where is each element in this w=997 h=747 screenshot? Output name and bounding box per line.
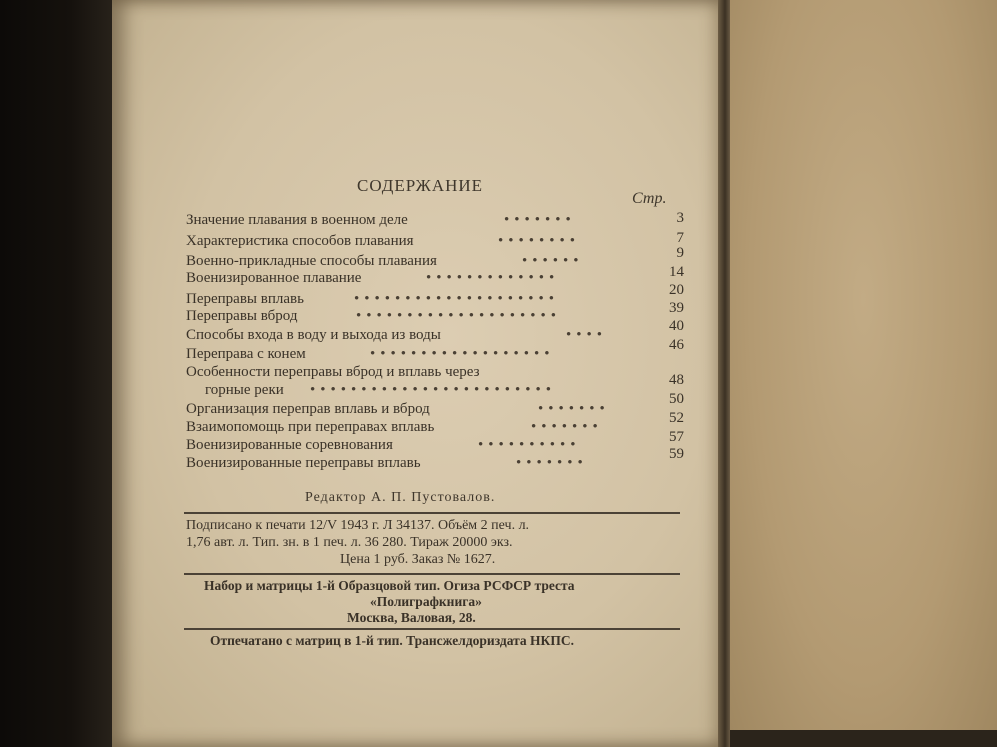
toc-entry-page: 20	[669, 282, 684, 298]
toc-entry-page: 48	[669, 372, 684, 388]
leader-dots: •••••••••••••	[426, 270, 560, 286]
toc-entry-label: Переправа с конем	[186, 346, 306, 362]
printer-line: «Полиграфкнига»	[370, 594, 482, 609]
toc-entry-label: Значение плавания в военном деле	[186, 212, 408, 228]
leader-dots: ••••••••••••••••••••	[354, 291, 560, 307]
toc-entry-label: Военизированное плавание	[186, 270, 362, 286]
editor-credit: Редактор А. П. Пустовалов.	[305, 490, 496, 505]
toc-entry-label: Организация переправ вплавь и вброд	[186, 401, 430, 417]
leader-dots: ••••••	[522, 253, 584, 269]
toc-entry-label: Особенности переправы вброд и вплавь через	[186, 364, 480, 380]
toc-entry-page: 59	[669, 446, 684, 462]
leader-dots: ••••••••••••••••••••••••	[310, 382, 557, 398]
toc-entry-label: Переправы вброд	[186, 308, 298, 324]
divider	[184, 512, 680, 514]
toc-entry-label: Характеристика способов плавания	[186, 233, 414, 249]
leader-dots: ••••••••••	[478, 437, 581, 453]
toc-entry-page: 3	[676, 210, 684, 226]
leader-dots: •••••••	[531, 419, 603, 435]
divider	[184, 573, 680, 575]
toc-entry-page: 40	[669, 318, 684, 334]
leader-dots: •••••••	[538, 401, 610, 417]
toc-entry-label: Способы входа в воду и выхода из воды	[186, 327, 441, 343]
toc-entry-label: Военно-прикладные способы плавания	[186, 253, 437, 269]
toc-entry-page: 57	[669, 429, 684, 445]
leader-dots: ••••••••	[498, 233, 581, 249]
page-column-header: Стр.	[632, 190, 667, 207]
toc-entry-label: Переправы вплавь	[186, 291, 304, 307]
toc-entry-page: 46	[669, 337, 684, 353]
imprint-line: Цена 1 руб. Заказ № 1627.	[340, 552, 496, 567]
toc-entry-page: 39	[669, 300, 684, 316]
toc-entry-continuation: горные реки	[205, 382, 284, 398]
toc-entry-page: 14	[669, 264, 684, 280]
imprint-line: 1,76 авт. л. Тип. зн. в 1 печ. л. 36 280. Тираж 20000 экз.	[186, 535, 513, 550]
printer-line: Набор и матрицы 1-й Образцовой тип. Огиза РСФСР треста	[204, 578, 575, 593]
leader-dots: ••••	[566, 327, 608, 343]
toc-entry-page: 50	[669, 391, 684, 407]
toc-entry-label: Военизированные соревнования	[186, 437, 393, 453]
leader-dots: ••••••••••••••••••	[370, 346, 555, 362]
toc-entry-page: 9	[676, 245, 684, 261]
toc-entry-page: 7	[676, 230, 684, 246]
imprint-line: Подписано к печати 12/V 1943 г. Л 34137. Объём 2 печ. л.	[186, 518, 530, 533]
toc-entry-page: 52	[669, 410, 684, 426]
leader-dots: •••••••	[504, 212, 576, 228]
leader-dots: •••••••	[516, 455, 588, 471]
divider	[184, 628, 680, 630]
printer-line: Москва, Валовая, 28.	[347, 610, 476, 625]
leader-dots: ••••••••••••••••••••	[356, 308, 562, 324]
toc-entry-label: Военизированные переправы вплавь	[186, 455, 421, 471]
toc-title: СОДЕРЖАНИЕ	[357, 176, 484, 195]
printed-by-line: Отпечатано с матриц в 1-й тип. Трансжелдориздата НКПС.	[210, 633, 574, 648]
toc-entry-label: Взаимопомощь при переправах вплавь	[186, 419, 435, 435]
